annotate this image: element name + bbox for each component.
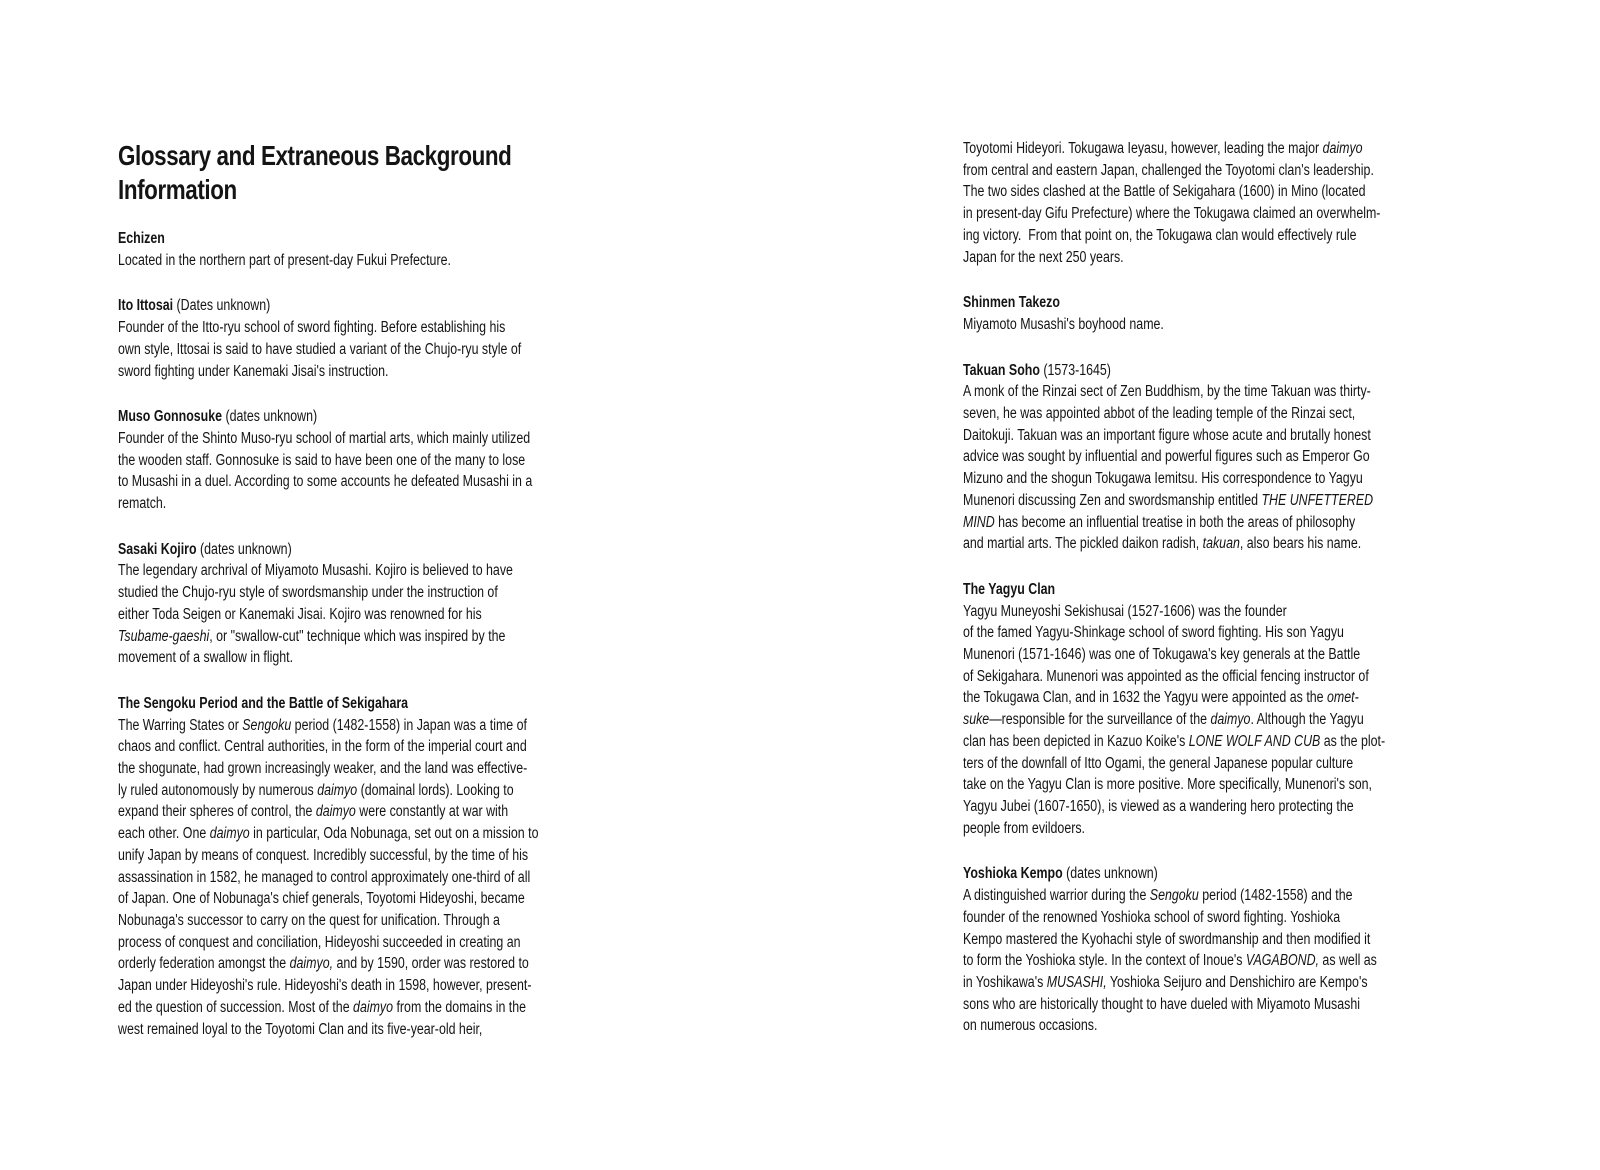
section-heading-name: Shinmen Takezo (963, 294, 1060, 312)
section-heading-suffix: (Dates unknown) (173, 297, 271, 315)
body-line: expand their spheres of control, the daimyo were constantly at war with (118, 803, 509, 821)
section-heading-name: The Sengoku Period and the Battle of Sekigahara (118, 694, 409, 712)
section-heading-name: Takuan Soho (963, 361, 1040, 379)
section-heading-suffix: (dates unknown) (1062, 865, 1158, 883)
body-line: rematch. (118, 495, 167, 513)
body-line: A monk of the Rinzai sect of Zen Buddhism, by the time Takuan was thirty- (963, 383, 1371, 401)
body-line: A distinguished warrior during the Sengoku period (1482-1558) and the (963, 887, 1353, 905)
section-heading-suffix: (dates unknown) (196, 540, 292, 558)
body-line: people from evildoers. (963, 819, 1085, 837)
body-line: ters of the downfall of Itto Ogami, the general Japanese popular culture (963, 754, 1354, 772)
body-line: Founder of the Itto-ryu school of sword fighting. Before establishing his (118, 319, 506, 337)
section-heading (118, 693, 614, 715)
body-line: The Warring States or Sengoku period (1482-1558) in Japan was a time of (118, 716, 527, 734)
body-line: suke—responsible for the surveillance of the daimyo. Although the Yagyu (963, 711, 1364, 729)
body-line: founder of the renowned Yoshioka school of sword fighting. Yoshioka (963, 908, 1341, 926)
body-line: Located in the northern part of present-day Fukui Prefecture. (118, 251, 451, 269)
body-line: own style, Ittosai is said to have studied a variant of the Chujo-ryu style of (118, 340, 522, 358)
body-line: of Japan. One of Nobunaga's chief generals, Toyotomi Hideyoshi, became (118, 890, 525, 908)
body-line: Japan for the next 250 years. (963, 248, 1124, 266)
left-column (118, 139, 614, 1040)
body-line: of the famed Yagyu-Shinkage school of sword fighting. His son Yagyu (963, 624, 1344, 642)
section-heading (118, 228, 614, 250)
glossary-section (118, 406, 614, 515)
body-line: each other. One daimyo in particular, Oda Nobunaga, set out on a mission to (118, 825, 539, 843)
body-line: seven, he was appointed abbot of the leading temple of the Rinzai sect, (963, 405, 1356, 423)
section-heading-suffix: (1573-1645) (1039, 361, 1111, 379)
section-heading-name: Yoshioka Kempo (963, 865, 1063, 883)
body-line: Munenori (1571-1646) was one of Tokugawa's key generals at the Battle (963, 646, 1361, 664)
body-line: Yagyu Jubei (1607-1650), is viewed as a wandering hero protecting the (963, 797, 1354, 815)
body-line: Tsubame-gaeshi, or "swallow-cut" technique which was inspired by the (118, 627, 506, 645)
section-heading (118, 295, 614, 317)
page-title (118, 139, 614, 207)
body-line: clan has been depicted in Kazuo Koike's LONE WOLF AND CUB as the plot- (963, 732, 1386, 750)
page-title-line-1: Glossary and Extraneous Background (118, 140, 512, 171)
body-line: The two sides clashed at the Battle of Sekigahara (1600) in Mino (located (963, 183, 1366, 201)
section-heading-name: Sasaki Kojiro (118, 540, 197, 558)
body-line: Munenori discussing Zen and swordsmanship entitled THE UNFETTERED (963, 491, 1374, 509)
body-line: Kempo mastered the Kyohachi style of swordmanship and then modified it (963, 930, 1371, 948)
body-line: and martial arts. The pickled daikon radish, takuan, also bears his name. (963, 535, 1362, 553)
body-line: movement of a swallow in flight. (118, 649, 294, 667)
body-line: unify Japan by means of conquest. Incredibly successful, by the time of his (118, 846, 529, 864)
section-heading (963, 360, 1459, 382)
section-heading-name: Ito Ittosai (118, 297, 174, 315)
glossary-section (118, 693, 614, 1040)
body-line: the Tokugawa Clan, and in 1632 the Yagyu were appointed as the omet- (963, 689, 1359, 707)
body-line: studied the Chujo-ryu style of swordsmanship under the instruction of (118, 584, 498, 602)
glossary-section (118, 228, 614, 271)
body-line: Miyamoto Musashi's boyhood name. (963, 315, 1164, 333)
body-line: ly ruled autonomously by numerous daimyo (domainal lords). Looking to (118, 781, 514, 799)
glossary-section (963, 863, 1459, 1037)
glossary-section (963, 292, 1459, 335)
body-line: on numerous occasions. (963, 1017, 1098, 1035)
body-line: ed the question of succession. Most of the daimyo from the domains in the (118, 998, 527, 1016)
body-line: in Yoshikawa's MUSASHI, Yoshioka Seijuro and Denshichiro are Kempo's (963, 973, 1368, 991)
body-line: of Sekigahara. Munenori was appointed as the official fencing instructor of (963, 667, 1369, 685)
body-line: Nobunaga's successor to carry on the quest for unification. Through a (118, 911, 500, 929)
section-heading (118, 406, 614, 428)
section-heading-name: The Yagyu Clan (963, 580, 1056, 598)
section-heading-suffix: (dates unknown) (222, 408, 318, 426)
body-line: orderly federation amongst the daimyo, and by 1590, order was restored to (118, 955, 529, 973)
body-line: advice was sought by influential and powerful figures such as Emperor Go (963, 448, 1370, 466)
body-line: MIND has become an influential treatise in both the areas of philosophy (963, 513, 1356, 531)
section-heading (963, 292, 1459, 314)
body-line: The legendary archrival of Miyamoto Musashi. Kojiro is believed to have (118, 562, 513, 580)
section-heading (963, 579, 1459, 601)
glossary-section (118, 539, 614, 669)
body-line: chaos and conflict. Central authorities, in the form of the imperial court and (118, 738, 527, 756)
body-line: from central and eastern Japan, challenged the Toyotomi clan's leadership. (963, 161, 1374, 179)
body-line: Japan under Hideyoshi's rule. Hideyoshi's death in 1598, however, present- (118, 977, 532, 995)
body-line: Daitokuji. Takuan was an important figure whose acute and brutally honest (963, 426, 1371, 444)
body-line: to form the Yoshioka style. In the context of Inoue's VAGABOND, as well as (963, 952, 1377, 970)
section-heading-name: Muso Gonnosuke (118, 408, 223, 426)
body-line: ing victory. From that point on, the Tokugawa clan would effectively rule (963, 226, 1357, 244)
body-line: Founder of the Shinto Muso-ryu school of martial arts, which mainly utilized (118, 429, 531, 447)
right-column (963, 138, 1459, 1037)
page-title-line-2: Information (118, 174, 237, 205)
body-line: the wooden staff. Gonnosuke is said to have been one of the many to lose (118, 451, 526, 469)
section-heading-name: Echizen (118, 230, 165, 247)
glossary-section (963, 138, 1459, 268)
glossary-section (963, 360, 1459, 555)
body-line: west remained loyal to the Toyotomi Clan and its five-year-old heir, (118, 1020, 483, 1038)
body-line: process of conquest and conciliation, Hideyoshi succeeded in creating an (118, 933, 521, 951)
body-line: take on the Yagyu Clan is more positive. More specifically, Munenori's son, (963, 776, 1373, 794)
body-line: sword fighting under Kanemaki Jisai's instruction. (118, 362, 389, 380)
body-line: Toyotomi Hideyori. Tokugawa Ieyasu, however, leading the major daimyo (963, 140, 1363, 157)
section-heading (118, 539, 614, 561)
body-line: Yagyu Muneyoshi Sekishusai (1527-1606) was the founder (963, 602, 1287, 620)
glossary-section (963, 579, 1459, 839)
body-line: sons who are historically thought to have dueled with Miyamoto Musashi (963, 995, 1361, 1013)
body-line: the shogunate, had grown increasingly weaker, and the land was effective- (118, 760, 528, 778)
body-line: either Toda Seigen or Kanemaki Jisai. Kojiro was renowned for his (118, 605, 482, 623)
section-heading (963, 863, 1459, 885)
body-line: in present-day Gifu Prefecture) where the Tokugawa claimed an overwhelm- (963, 205, 1381, 223)
body-line: assassination in 1582, he managed to control approximately one-third of all (118, 868, 531, 886)
glossary-section (118, 295, 614, 382)
body-line: Mizuno and the shogun Tokugawa Iemitsu. His correspondence to Yagyu (963, 470, 1363, 488)
body-line: to Musashi in a duel. According to some accounts he defeated Musashi in a (118, 473, 533, 491)
